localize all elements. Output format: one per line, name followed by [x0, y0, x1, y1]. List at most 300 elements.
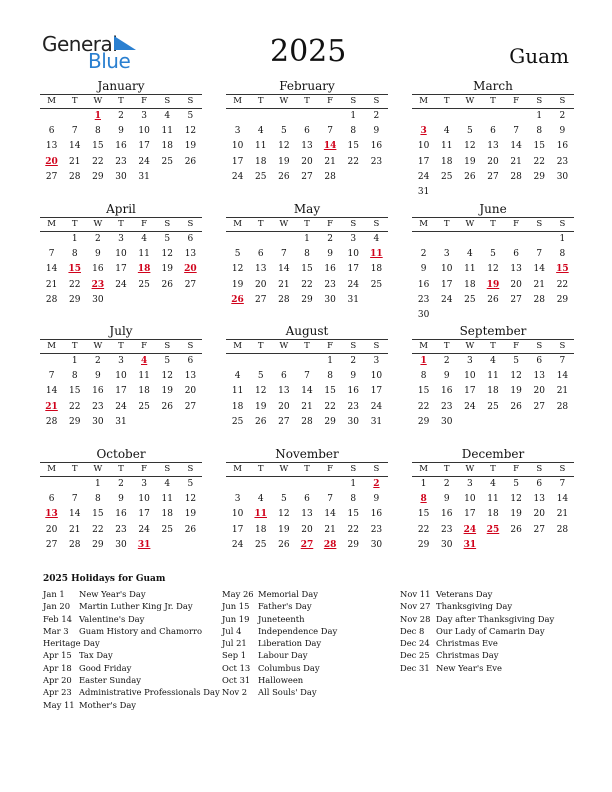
day-cell: 8 — [420, 371, 427, 382]
day-cell: 31 — [370, 416, 383, 427]
empty-day-cell — [249, 232, 272, 247]
day-cell: 20 — [301, 156, 313, 167]
day-cell: 18 — [487, 509, 499, 520]
weekday-label: T — [443, 341, 450, 351]
empty-day-cell — [551, 185, 574, 200]
holiday-item — [43, 600, 220, 612]
weekday-label: T — [443, 464, 450, 474]
day-cell: 25 — [254, 539, 267, 550]
day-cell: 20 — [278, 401, 290, 412]
empty-day-cell — [249, 354, 272, 369]
weekday-header — [226, 217, 388, 232]
day-cell: 7 — [280, 249, 287, 260]
day-cell: 4 — [234, 371, 241, 382]
day-cell: 23 — [440, 524, 453, 535]
month-may — [226, 201, 388, 308]
week-row — [412, 308, 574, 323]
day-cell: 6 — [187, 234, 194, 244]
day-cell: 29 — [417, 416, 430, 427]
day-cell: 14 — [510, 141, 522, 152]
day-cell: 22 — [347, 524, 359, 535]
day-cell: 11 — [138, 371, 150, 382]
day-cell: 6 — [513, 249, 519, 260]
day-cell: 8 — [94, 126, 101, 137]
weekday-label: S — [164, 219, 171, 229]
weekday-label: W — [93, 464, 103, 474]
day-cell: 16 — [370, 141, 383, 152]
day-cell: 14 — [301, 386, 313, 397]
day-cell: 8 — [94, 494, 101, 505]
holiday-day-cell: 20 — [184, 264, 197, 275]
empty-day-cell — [505, 415, 528, 430]
weekday-label: W — [279, 96, 289, 106]
weekday-label: F — [513, 341, 520, 351]
day-cell: 19 — [184, 141, 197, 152]
month-name: April — [106, 202, 136, 216]
weekday-header — [412, 217, 574, 232]
day-cell: 16 — [92, 264, 104, 275]
week-row — [40, 507, 202, 522]
holiday-item — [400, 600, 554, 612]
week-row — [226, 278, 388, 293]
day-cell: 2 — [94, 234, 101, 244]
day-cell: 3 — [466, 356, 473, 366]
day-cell: 18 — [161, 141, 173, 152]
day-cell: 1 — [559, 234, 566, 244]
day-cell: 5 — [187, 479, 194, 489]
holiday-day-cell: 31 — [463, 539, 477, 550]
day-cell: 16 — [556, 141, 569, 152]
holiday-date: Oct 31 — [222, 675, 251, 686]
week-row — [226, 384, 388, 399]
weekday-label: F — [327, 464, 334, 474]
week-row — [412, 278, 574, 293]
week-row — [412, 477, 574, 492]
month-name: December — [461, 447, 525, 461]
holiday-date: Nov 11 — [400, 589, 431, 599]
day-cell: 12 — [161, 249, 173, 260]
day-cell: 11 — [231, 386, 244, 397]
day-cell: 30 — [324, 294, 336, 305]
empty-day-cell — [528, 415, 551, 430]
day-cell: 14 — [45, 386, 58, 397]
week-row — [40, 415, 202, 430]
empty-day-cell — [435, 185, 458, 200]
day-cell: 1 — [536, 111, 543, 121]
holiday-date: Dec 25 — [400, 650, 430, 661]
month-december — [412, 446, 574, 553]
weekday-label: T — [118, 96, 124, 106]
holiday-day-cell: 19 — [486, 279, 500, 290]
day-cell: 10 — [115, 249, 127, 260]
day-cell: 1 — [420, 479, 427, 489]
holiday-name: Halloween — [258, 675, 304, 686]
day-cell: 3 — [373, 356, 380, 366]
week-row — [226, 293, 388, 308]
holiday-item — [400, 613, 554, 625]
week-row — [40, 124, 202, 139]
weekday-header — [412, 462, 574, 477]
empty-day-cell — [481, 109, 504, 124]
month-name: March — [473, 79, 513, 93]
day-cell: 1 — [350, 479, 357, 489]
day-cell: 29 — [533, 171, 545, 182]
day-cell: 15 — [347, 141, 359, 152]
holiday-date: Sep 1 — [222, 650, 247, 661]
day-cell: 29 — [347, 539, 359, 550]
day-cell: 7 — [559, 356, 566, 366]
day-cell: 17 — [464, 509, 476, 520]
empty-day-cell — [40, 232, 63, 247]
day-cell: 23 — [370, 156, 383, 167]
day-cell: 28 — [68, 171, 81, 182]
day-cell: 18 — [161, 509, 173, 520]
empty-day-cell — [156, 415, 179, 430]
day-cell: 18 — [254, 524, 267, 535]
day-cell: 9 — [350, 371, 357, 382]
day-cell: 10 — [231, 509, 244, 520]
week-row — [40, 247, 202, 262]
day-cell: 17 — [417, 156, 430, 167]
weekday-label: T — [118, 464, 124, 474]
day-cell: 27 — [45, 171, 58, 182]
holiday-day-cell: 24 — [463, 524, 477, 535]
empty-day-cell — [435, 308, 458, 323]
day-cell: 19 — [161, 264, 173, 275]
empty-day-cell — [528, 308, 551, 323]
day-cell: 19 — [510, 386, 522, 397]
day-cell: 26 — [184, 524, 197, 535]
weekday-label: T — [71, 219, 78, 229]
day-cell: 8 — [536, 126, 543, 137]
day-cell: 13 — [254, 264, 267, 275]
holiday-item — [222, 662, 337, 674]
day-cell: 8 — [327, 371, 333, 382]
day-cell: 6 — [304, 126, 310, 137]
weekday-label: T — [490, 464, 496, 474]
day-cell: 26 — [184, 156, 197, 167]
empty-day-cell — [226, 477, 249, 492]
empty-day-cell — [365, 293, 388, 308]
day-cell: 27 — [254, 294, 267, 305]
day-cell: 20 — [184, 386, 197, 397]
weekday-label: W — [93, 96, 103, 106]
day-cell: 25 — [138, 401, 150, 412]
empty-day-cell — [505, 538, 528, 553]
week-row — [412, 400, 574, 415]
day-cell: 14 — [278, 264, 290, 275]
country-label: Guam — [509, 44, 569, 68]
day-cell: 8 — [71, 249, 78, 260]
weekday-label: S — [373, 219, 380, 229]
empty-day-cell — [156, 170, 179, 185]
empty-day-cell — [551, 308, 574, 323]
empty-day-cell — [272, 109, 295, 124]
holiday-name: Thanksgiving Day — [436, 601, 513, 612]
weekday-label: M — [419, 96, 428, 106]
day-cell: 24 — [347, 279, 359, 290]
empty-day-cell — [156, 538, 179, 553]
week-row — [226, 232, 388, 247]
day-cell: 15 — [92, 141, 104, 152]
day-cell: 23 — [92, 401, 104, 412]
month-april — [40, 201, 202, 308]
day-cell: 12 — [184, 126, 197, 137]
weekday-header — [226, 94, 388, 109]
holiday-name: Our Lady of Camarin Day — [436, 625, 545, 636]
empty-day-cell — [272, 477, 295, 492]
day-cell: 10 — [347, 249, 359, 260]
day-cell: 19 — [464, 156, 476, 167]
holiday-date: Dec 24 — [400, 638, 430, 649]
empty-day-cell — [179, 170, 202, 185]
day-cell: 21 — [278, 279, 290, 290]
empty-day-cell — [551, 538, 574, 553]
day-cell: 17 — [347, 264, 359, 275]
holiday-date: Mar 3 — [43, 625, 69, 636]
month-october — [40, 446, 202, 553]
holiday-column — [43, 588, 220, 711]
day-cell: 25 — [161, 524, 173, 535]
weekday-label: S — [559, 341, 566, 351]
weekday-header — [226, 339, 388, 354]
day-cell: 20 — [510, 279, 522, 290]
weekday-label: S — [164, 96, 171, 106]
holiday-list — [43, 574, 583, 710]
day-cell: 15 — [417, 509, 430, 520]
day-cell: 2 — [327, 234, 333, 244]
week-row — [412, 232, 574, 247]
day-cell: 22 — [68, 401, 81, 412]
day-cell: 13 — [184, 371, 197, 382]
day-cell: 16 — [417, 279, 430, 290]
weekday-label: F — [513, 219, 520, 229]
empty-day-cell — [481, 308, 504, 323]
empty-day-cell — [133, 415, 156, 430]
day-cell: 6 — [187, 356, 194, 366]
day-cell: 8 — [350, 494, 357, 505]
week-row — [226, 170, 388, 185]
holiday-date: Nov 2 — [222, 687, 248, 698]
day-cell: 24 — [115, 279, 127, 290]
holiday-date: Apr 20 — [43, 675, 72, 686]
holiday-list-title: 2025 Holidays for Guam — [43, 574, 166, 584]
holiday-day-cell: 11 — [254, 509, 267, 520]
day-cell: 28 — [556, 524, 569, 535]
week-row — [412, 170, 574, 185]
empty-day-cell — [481, 185, 504, 200]
holiday-day-cell: 8 — [420, 494, 427, 505]
empty-day-cell — [63, 477, 86, 492]
week-row — [40, 538, 202, 553]
weekday-label: M — [233, 219, 242, 229]
day-cell: 28 — [45, 294, 58, 305]
day-cell: 11 — [487, 494, 499, 505]
empty-day-cell — [528, 232, 551, 247]
day-cell: 20 — [254, 279, 267, 290]
day-cell: 24 — [417, 171, 430, 182]
day-cell: 12 — [254, 386, 267, 397]
week-row — [412, 262, 574, 277]
day-cell: 6 — [257, 249, 264, 260]
week-row — [226, 507, 388, 522]
day-cell: 30 — [347, 416, 359, 427]
week-row — [412, 538, 574, 553]
day-cell: 14 — [68, 141, 81, 152]
day-cell: 24 — [138, 156, 150, 167]
weekday-label: T — [71, 96, 78, 106]
day-cell: 27 — [184, 279, 197, 290]
day-cell: 14 — [45, 264, 58, 275]
weekday-label: T — [257, 341, 264, 351]
week-row — [40, 400, 202, 415]
empty-day-cell — [226, 232, 249, 247]
weekday-label: S — [536, 96, 543, 106]
day-cell: 23 — [115, 524, 127, 535]
day-cell: 2 — [559, 111, 566, 121]
weekday-label: W — [465, 341, 475, 351]
week-row — [226, 262, 388, 277]
day-cell: 5 — [164, 356, 171, 366]
empty-day-cell — [365, 170, 388, 185]
day-cell: 27 — [487, 171, 499, 182]
day-cell: 3 — [118, 234, 124, 244]
day-cell: 4 — [466, 249, 473, 260]
holiday-date: Dec 31 — [400, 662, 430, 673]
empty-day-cell — [458, 232, 481, 247]
holiday-day-cell: 26 — [231, 294, 244, 305]
day-cell: 26 — [254, 416, 267, 427]
logo-flag-icon — [114, 36, 136, 50]
day-cell: 5 — [257, 371, 264, 382]
day-cell: 28 — [301, 416, 313, 427]
day-cell: 24 — [231, 171, 244, 182]
week-row — [226, 247, 388, 262]
holiday-name: Labour Day — [258, 650, 308, 661]
day-cell: 21 — [556, 386, 569, 397]
weekday-label: S — [536, 219, 543, 229]
weekday-header — [40, 339, 202, 354]
weekday-label: F — [327, 219, 334, 229]
holiday-date: Nov 28 — [400, 613, 431, 624]
week-row — [40, 109, 202, 124]
logo-text-blue: Blue — [88, 49, 131, 73]
day-cell: 5 — [490, 249, 496, 260]
weekday-label: T — [118, 219, 124, 229]
holiday-item — [43, 699, 220, 711]
day-cell: 9 — [373, 126, 380, 137]
day-cell: 3 — [118, 356, 124, 366]
week-row — [40, 477, 202, 492]
holiday-day-cell: 1 — [420, 356, 427, 366]
holiday-name: Columbus Day — [258, 662, 320, 673]
empty-day-cell — [458, 185, 481, 200]
holiday-item — [43, 613, 220, 625]
day-cell: 17 — [440, 279, 453, 290]
day-cell: 10 — [231, 141, 244, 152]
holiday-date: Jan 20 — [43, 601, 71, 612]
day-cell: 4 — [164, 111, 171, 121]
day-cell: 9 — [94, 249, 101, 260]
day-cell: 12 — [184, 494, 197, 505]
empty-day-cell — [295, 354, 318, 369]
holiday-item — [43, 625, 220, 637]
day-cell: 17 — [115, 386, 127, 397]
day-cell: 23 — [115, 156, 127, 167]
empty-day-cell — [249, 477, 272, 492]
day-cell: 27 — [510, 294, 522, 305]
day-cell: 12 — [464, 141, 476, 152]
empty-day-cell — [435, 109, 458, 124]
weekday-label: T — [71, 341, 78, 351]
holiday-item — [222, 625, 337, 637]
day-cell: 1 — [71, 234, 78, 244]
day-cell: 20 — [533, 509, 545, 520]
empty-day-cell — [481, 232, 504, 247]
weekday-label: T — [443, 219, 450, 229]
holiday-item — [222, 637, 337, 649]
day-cell: 26 — [161, 401, 173, 412]
holiday-day-cell: 28 — [323, 539, 337, 550]
day-cell: 21 — [533, 279, 545, 290]
week-row — [412, 369, 574, 384]
day-cell: 15 — [301, 264, 313, 275]
day-cell: 22 — [68, 279, 81, 290]
day-cell: 12 — [231, 264, 244, 275]
empty-day-cell — [179, 415, 202, 430]
holiday-day-cell: 2 — [373, 479, 380, 489]
week-row — [40, 278, 202, 293]
page-title-year: 2025 — [270, 34, 347, 69]
holiday-name: Father's Day — [258, 601, 312, 612]
day-cell: 16 — [370, 509, 383, 520]
day-cell: 13 — [301, 141, 313, 152]
month-august — [226, 323, 388, 430]
day-cell: 3 — [350, 234, 357, 244]
holiday-item — [400, 625, 554, 637]
day-cell: 2 — [94, 356, 101, 366]
weekday-label: S — [536, 341, 543, 351]
day-cell: 25 — [487, 401, 499, 412]
empty-day-cell — [272, 232, 295, 247]
week-row — [226, 492, 388, 507]
week-row — [226, 124, 388, 139]
weekday-label: W — [465, 96, 475, 106]
day-cell: 25 — [138, 279, 150, 290]
weekday-label: T — [490, 96, 496, 106]
holiday-item — [222, 686, 337, 698]
day-cell: 17 — [464, 386, 476, 397]
month-july — [40, 323, 202, 430]
day-cell: 12 — [510, 494, 522, 505]
day-cell: 14 — [556, 371, 569, 382]
month-name: January — [97, 79, 145, 93]
day-cell: 26 — [161, 279, 173, 290]
week-row — [40, 232, 202, 247]
weekday-label: S — [559, 464, 566, 474]
empty-day-cell — [505, 109, 528, 124]
holiday-date: May 26 — [222, 589, 254, 599]
weekday-label: W — [279, 219, 289, 229]
empty-day-cell — [458, 109, 481, 124]
day-cell: 6 — [490, 126, 496, 137]
holiday-name: Independence Day — [258, 625, 338, 636]
day-cell: 7 — [536, 249, 543, 260]
week-row — [40, 293, 202, 308]
day-cell: 17 — [231, 524, 244, 535]
day-cell: 7 — [48, 371, 55, 382]
day-cell: 17 — [138, 141, 150, 152]
